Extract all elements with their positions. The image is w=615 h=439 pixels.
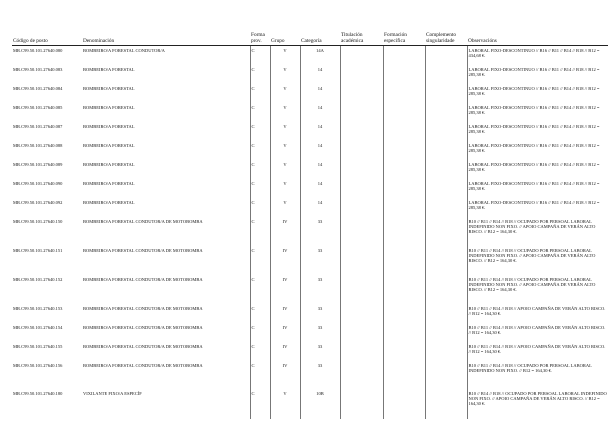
titulacion-cell xyxy=(340,179,383,198)
formacion-cell xyxy=(383,323,425,342)
categoria-cell: 14 xyxy=(300,84,340,103)
complemento-cell xyxy=(425,198,467,217)
forma-prov-cell: C xyxy=(250,122,270,141)
complemento-cell xyxy=(425,160,467,179)
observaciones-cell: LABORAL FIXO-DESCONTINUO // B16 // B11 // B14 // B18 // B12 = 285,38 €. xyxy=(467,65,608,84)
complemento-cell xyxy=(425,246,467,275)
categoria-cell: 14 xyxy=(300,122,340,141)
forma-prov-cell: C xyxy=(250,304,270,323)
complemento-cell xyxy=(425,304,467,323)
forma-prov-cell: C xyxy=(250,217,270,246)
categoria-cell: 33 xyxy=(300,217,340,246)
table-row xyxy=(12,246,608,275)
code-cell: MR.C99.50.101.27640.156 xyxy=(13,362,63,368)
grupo-cell: V xyxy=(270,198,300,217)
forma-prov-cell: C xyxy=(250,46,270,65)
categoria-cell: 14 xyxy=(300,103,340,122)
titulacion-cell xyxy=(340,361,383,389)
forma-prov-cell: C xyxy=(250,361,270,389)
observaciones-cell: B10 // B11 // B14 // B18 // APOIO CAMPAÑA DE VERÁN ALTO RISCO. // B12 = 164,30 €. xyxy=(467,342,608,361)
complemento-cell xyxy=(425,323,467,342)
complemento-cell xyxy=(425,342,467,361)
observaciones-cell: B10 // B14 // B18 // OCUPADO POR PERSOAL LABORAL INDEFINIDO NON FIXO. // APOIO CAMPAÑA DE VERÁN ALTO RISCO. // B12 = 164,30 €. xyxy=(467,389,608,419)
forma-prov-cell: C xyxy=(250,323,270,342)
formacion-cell xyxy=(383,361,425,389)
formacion-cell xyxy=(383,304,425,323)
denomination-cell: BOMBEIRO/A FORESTAL CONDUTOR/A DE MOTOBOMBA xyxy=(83,362,203,368)
forma-prov-cell: C xyxy=(250,198,270,217)
forma-prov-cell: C xyxy=(250,65,270,84)
denomination-cell: BOMBEIRO/A FORESTAL xyxy=(83,123,135,129)
forma-prov-cell: C xyxy=(250,389,270,419)
titulacion-cell xyxy=(340,122,383,141)
titulacion-cell xyxy=(340,198,383,217)
header-forma-prov: Forma prov. xyxy=(250,33,270,46)
categoria-cell: 14 xyxy=(300,141,340,160)
code-cell: MR.C99.50.101.27640.085 xyxy=(13,104,63,110)
observaciones-cell: LABORAL FIXO-DESCONTINUO // B16 // B11 // B14 // B18 // B12 = 285,38 €. xyxy=(467,122,608,141)
observaciones-cell: LABORAL FIXO-DESCONTINUO // B16 // B11 // B14 // B18 // B12 = 285,38 €. xyxy=(467,160,608,179)
observaciones-cell: B10 // B11 // B14 // B18 // OCUPADO POR PERSOAL LABORAL INDEFINIDO NON FIXO. // APOIO CAMPAÑA DE VERÁN ALTO RISCO. // B12 = 164,30 €. xyxy=(467,275,608,304)
denomination-cell: BOMBEIRO/A FORESTAL CONDUTOR/A xyxy=(83,48,165,54)
titulacion-cell xyxy=(340,323,383,342)
table-body xyxy=(12,46,608,419)
formacion-cell xyxy=(383,217,425,246)
header-denomination: Denominación xyxy=(82,33,250,46)
complemento-cell xyxy=(425,84,467,103)
grupo-cell: V xyxy=(270,84,300,103)
titulacion-cell xyxy=(340,342,383,361)
observaciones-cell: B10 // B11 // B14 // B18 // OCUPADO POR PERSOAL LABORAL INDEFINIDO NON FIXO. // APOIO CAMPAÑA DE VERÁN ALTO RISCO. // B12 = 164,30 €. xyxy=(467,246,608,275)
header-titulacion: Titulación académica xyxy=(340,33,383,46)
forma-prov-cell: C xyxy=(250,141,270,160)
observaciones-cell: B10 // B11 // B14 // B18 // APOIO CAMPAÑA DE VERÁN ALTO RISCO. // B12 = 164,30 €. xyxy=(467,323,608,342)
forma-prov-cell: C xyxy=(250,160,270,179)
titulacion-cell xyxy=(340,246,383,275)
code-cell: MR.C99.50.101.27640.080 xyxy=(13,48,63,54)
complemento-cell xyxy=(425,141,467,160)
categoria-cell: 33 xyxy=(300,342,340,361)
complemento-cell xyxy=(425,179,467,198)
header-complemento: Complemento singularidade xyxy=(425,33,467,46)
formacion-cell xyxy=(383,141,425,160)
denomination-cell: BOMBEIRO/A FORESTAL CONDUTOR/A DE MOTOBOMBA xyxy=(83,305,203,311)
observaciones-cell: B10 // B11 // B14 // B18 // OCUPADO POR PERSOAL LABORAL INDEFINIDO NON FIXO. // B12 = 164,30 €. xyxy=(467,361,608,389)
header-categoria: Categoría xyxy=(300,33,340,46)
grupo-cell: V xyxy=(270,65,300,84)
titulacion-cell xyxy=(340,103,383,122)
categoria-cell: 10B xyxy=(300,389,340,419)
formacion-cell xyxy=(383,275,425,304)
denomination-cell: BOMBEIRO/A FORESTAL xyxy=(83,66,135,72)
forma-prov-cell: C xyxy=(250,342,270,361)
observaciones-cell: B10 // B11 // B14 // B18 // OCUPADO POR PERSOAL LABORAL INDEFINIDO NON FIXO. // APOIO CAMPAÑA DE VERÁN ALTO RISCO. // B12 = 164,30 €. xyxy=(467,217,608,246)
forma-prov-cell: C xyxy=(250,103,270,122)
formacion-cell xyxy=(383,246,425,275)
denomination-cell: BOMBEIRO/A FORESTAL CONDUTOR/A DE MOTOBOMBA xyxy=(83,324,203,330)
categoria-cell: 33 xyxy=(300,275,340,304)
table-row xyxy=(12,217,608,246)
categoria-cell: 33 xyxy=(300,246,340,275)
table-row xyxy=(12,323,608,342)
formacion-cell xyxy=(383,160,425,179)
complemento-cell xyxy=(425,217,467,246)
grupo-cell: IV xyxy=(270,275,300,304)
grupo-cell: IV xyxy=(270,304,300,323)
titulacion-cell xyxy=(340,304,383,323)
titulacion-cell xyxy=(340,84,383,103)
formacion-cell xyxy=(383,46,425,65)
formacion-cell xyxy=(383,179,425,198)
denomination-cell: BOMBEIRO/A FORESTAL xyxy=(83,104,135,110)
positions-table xyxy=(12,33,608,419)
code-cell: MR.C99.50.101.27640.087 xyxy=(13,123,63,129)
header-code: Código de posto xyxy=(12,33,82,46)
grupo-cell: V xyxy=(270,122,300,141)
observaciones-cell: LABORAL FIXO-DESCONTINUO // B16 // B11 // B14 // B18 // B12 = 285,38 €. xyxy=(467,103,608,122)
categoria-cell: 33 xyxy=(300,304,340,323)
table-row xyxy=(12,275,608,304)
observaciones-cell: LABORAL FIXO-DESCONTINUO // B16 // B11 // B14 // B18 // B12 = 285,38 €. xyxy=(467,198,608,217)
header-grupo: Grupo xyxy=(270,33,300,46)
code-cell: MR.C99.50.101.27640.092 xyxy=(13,199,63,205)
denomination-cell: BOMBEIRO/A FORESTAL xyxy=(83,199,135,205)
table-header-row xyxy=(12,33,608,46)
grupo-cell: V xyxy=(270,389,300,419)
complemento-cell xyxy=(425,46,467,65)
denomination-cell: BOMBEIRO/A FORESTAL CONDUTOR/A DE MOTOBOMBA xyxy=(83,247,203,253)
table-row xyxy=(12,361,608,389)
formacion-cell xyxy=(383,342,425,361)
table-row xyxy=(12,179,608,198)
table-row xyxy=(12,198,608,217)
categoria-cell: 14 xyxy=(300,65,340,84)
complemento-cell xyxy=(425,275,467,304)
titulacion-cell xyxy=(340,160,383,179)
forma-prov-cell: C xyxy=(250,275,270,304)
code-cell: MR.C99.50.101.27640.084 xyxy=(13,85,63,91)
code-cell: MR.C99.50.101.27640.153 xyxy=(13,305,63,311)
complemento-cell xyxy=(425,122,467,141)
forma-prov-cell: C xyxy=(250,179,270,198)
table-row xyxy=(12,160,608,179)
observaciones-cell: LABORAL FIXO-DESCONTINUO // B16 // B11 // B14 // B18 // B12 = 285,38 €. xyxy=(467,179,608,198)
titulacion-cell xyxy=(340,275,383,304)
code-cell: MR.C99.50.101.27640.152 xyxy=(13,276,63,282)
formacion-cell xyxy=(383,198,425,217)
denomination-cell: BOMBEIRO/A FORESTAL xyxy=(83,180,135,186)
formacion-cell xyxy=(383,65,425,84)
denomination-cell: BOMBEIRO/A FORESTAL xyxy=(83,85,135,91)
denomination-cell: BOMBEIRO/A FORESTAL xyxy=(83,142,135,148)
denomination-cell: BOMBEIRO/A FORESTAL CONDUTOR/A DE MOTOBOMBA xyxy=(83,343,203,349)
code-cell: MR.C99.50.101.27640.089 xyxy=(13,161,63,167)
code-cell: MR.C99.50.101.27640.088 xyxy=(13,142,63,148)
categoria-cell: 14 xyxy=(300,179,340,198)
table-row xyxy=(12,65,608,84)
formacion-cell xyxy=(383,389,425,419)
forma-prov-cell: C xyxy=(250,84,270,103)
grupo-cell: IV xyxy=(270,323,300,342)
observaciones-cell: LABORAL FIXO-DESCONTINUO // B16 // B11 // B14 // B18 // B12 = 434,68 €. xyxy=(467,46,608,65)
complemento-cell xyxy=(425,361,467,389)
observaciones-cell: LABORAL FIXO-DESCONTINUO // B16 // B11 // B14 // B18 // B12 = 285,38 €. xyxy=(467,84,608,103)
categoria-cell: 14 xyxy=(300,198,340,217)
complemento-cell xyxy=(425,389,467,419)
code-cell: MR.C99.50.101.27640.150 xyxy=(13,218,63,224)
categoria-cell: 14A xyxy=(300,46,340,65)
grupo-cell: V xyxy=(270,103,300,122)
table-row xyxy=(12,103,608,122)
table-row xyxy=(12,122,608,141)
categoria-cell: 33 xyxy=(300,361,340,389)
table-row xyxy=(12,304,608,323)
titulacion-cell xyxy=(340,46,383,65)
complemento-cell xyxy=(425,103,467,122)
code-cell: MR.C99.50.101.27640.180 xyxy=(13,390,63,396)
table-row xyxy=(12,84,608,103)
grupo-cell: V xyxy=(270,179,300,198)
denomination-cell: BOMBEIRO/A FORESTAL CONDUTOR/A DE MOTOBOMBA xyxy=(83,218,203,224)
denomination-cell: VIXILANTE FIXO/A ESPECÍF xyxy=(83,390,142,396)
code-cell: MR.C99.50.101.27640.154 xyxy=(13,324,63,330)
header-observaciones: Observacións xyxy=(467,33,608,46)
table-row xyxy=(12,141,608,160)
grupo-cell: IV xyxy=(270,217,300,246)
grupo-cell: IV xyxy=(270,246,300,275)
titulacion-cell xyxy=(340,389,383,419)
complemento-cell xyxy=(425,65,467,84)
table-row xyxy=(12,342,608,361)
code-cell: MR.C99.50.101.27640.151 xyxy=(13,247,63,253)
formacion-cell xyxy=(383,103,425,122)
titulacion-cell xyxy=(340,65,383,84)
grupo-cell: IV xyxy=(270,342,300,361)
categoria-cell: 33 xyxy=(300,323,340,342)
grupo-cell: V xyxy=(270,46,300,65)
observaciones-cell: LABORAL FIXO-DESCONTINUO // B16 // B11 // B14 // B18 // B12 = 285,38 €. xyxy=(467,141,608,160)
table-row xyxy=(12,389,608,419)
denomination-cell: BOMBEIRO/A FORESTAL xyxy=(83,161,135,167)
header-formacion: Formación específica xyxy=(383,33,425,46)
observaciones-cell: B10 // B11 // B14 // B18 // APOIO CAMPAÑA DE VERÁN ALTO RISCO. // B12 = 164,30 €. xyxy=(467,304,608,323)
titulacion-cell xyxy=(340,141,383,160)
denomination-cell: BOMBEIRO/A FORESTAL CONDUTOR/A DE MOTOBOMBA xyxy=(83,276,203,282)
code-cell: MR.C99.50.101.27640.083 xyxy=(13,66,63,72)
code-cell: MR.C99.50.101.27640.155 xyxy=(13,343,63,349)
table-row xyxy=(12,46,608,65)
titulacion-cell xyxy=(340,217,383,246)
grupo-cell: IV xyxy=(270,361,300,389)
categoria-cell: 14 xyxy=(300,160,340,179)
formacion-cell xyxy=(383,84,425,103)
formacion-cell xyxy=(383,122,425,141)
forma-prov-cell: C xyxy=(250,246,270,275)
grupo-cell: V xyxy=(270,160,300,179)
code-cell: MR.C99.50.101.27640.090 xyxy=(13,180,63,186)
grupo-cell: V xyxy=(270,141,300,160)
